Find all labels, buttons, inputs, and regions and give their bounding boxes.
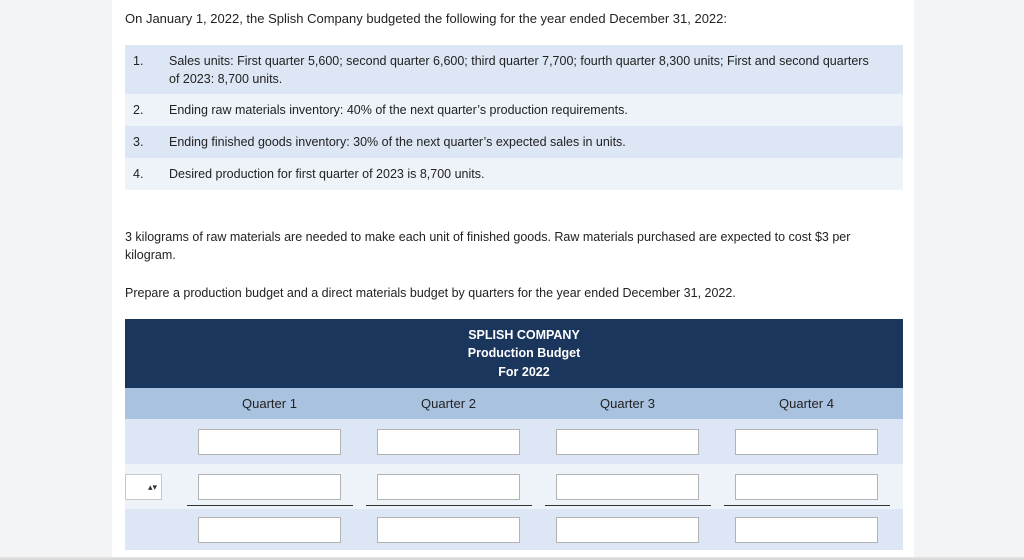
row-2-quarter-3-input[interactable]: [556, 474, 699, 500]
row-1-quarter-1-input[interactable]: [198, 429, 341, 455]
materials-info-text: 3 kilograms of raw materials are needed to make each unit of finished goods. Raw materials purchased are expected to cost $3 per kilogram.: [125, 230, 851, 262]
subtotal-underline: [187, 505, 353, 506]
row-3-quarter-2-input[interactable]: [377, 517, 520, 543]
table-row: [125, 464, 903, 509]
quarter-3-header: Quarter 3: [600, 396, 655, 411]
subtotal-underline: [366, 505, 532, 506]
budget-period: For 2022: [498, 364, 550, 379]
row-1-quarter-2-input[interactable]: [377, 429, 520, 455]
list-item-text: Sales units: First quarter 5,600; second quarter 6,600; third quarter 7,700; fourth quarter 8,300 units; First and second quarters of 2023: 8,700 units.: [169, 54, 869, 86]
table-row: [125, 419, 903, 464]
row-2-quarter-1-input[interactable]: [198, 474, 341, 500]
list-item: [125, 45, 903, 94]
table-row: [125, 509, 903, 550]
list-item-text: Ending finished goods inventory: 30% of the next quarter’s expected sales in units.: [169, 135, 626, 149]
subtotal-underline: [724, 505, 890, 506]
instructions-text: Prepare a production budget and a direct materials budget by quarters for the year ended December 31, 2022.: [125, 286, 736, 300]
row-3-quarter-4-input[interactable]: [735, 517, 878, 543]
list-item-number: 1.: [133, 54, 144, 68]
row-label-select[interactable]: [125, 474, 162, 500]
select-arrows-icon: ▴▾: [147, 481, 157, 492]
row-1-quarter-3-input[interactable]: [556, 429, 699, 455]
list-item-number: 2.: [133, 103, 144, 117]
row-2-quarter-2-input[interactable]: [377, 474, 520, 500]
budget-title: Production Budget: [467, 346, 581, 361]
company-name: SPLISH COMPANY: [468, 327, 580, 342]
subtotal-underline: [545, 505, 711, 506]
quarter-1-header: Quarter 1: [242, 396, 297, 411]
list-item: [125, 158, 903, 190]
row-3-quarter-3-input[interactable]: [556, 517, 699, 543]
assumption-list: [125, 45, 903, 190]
list-item-number: 4.: [133, 167, 144, 181]
quarter-header-row: [125, 388, 903, 419]
list-item: [125, 126, 903, 158]
list-item-number: 3.: [133, 135, 144, 149]
list-item-text: Desired production for first quarter of 2023 is 8,700 units.: [169, 167, 485, 181]
list-item-text: Ending raw materials inventory: 40% of the next quarter’s production requirements.: [169, 103, 628, 117]
intro-text: On January 1, 2022, the Splish Company budgeted the following for the year ended December 31, 2022:: [125, 11, 727, 26]
row-3-quarter-1-input[interactable]: [198, 517, 341, 543]
production-budget-table: [125, 319, 903, 550]
list-item: [125, 94, 903, 126]
row-1-quarter-4-input[interactable]: [735, 429, 878, 455]
quarter-4-header: Quarter 4: [779, 396, 834, 411]
quarter-2-header: Quarter 2: [421, 396, 476, 411]
row-2-quarter-4-input[interactable]: [735, 474, 878, 500]
table-header: [125, 319, 903, 388]
